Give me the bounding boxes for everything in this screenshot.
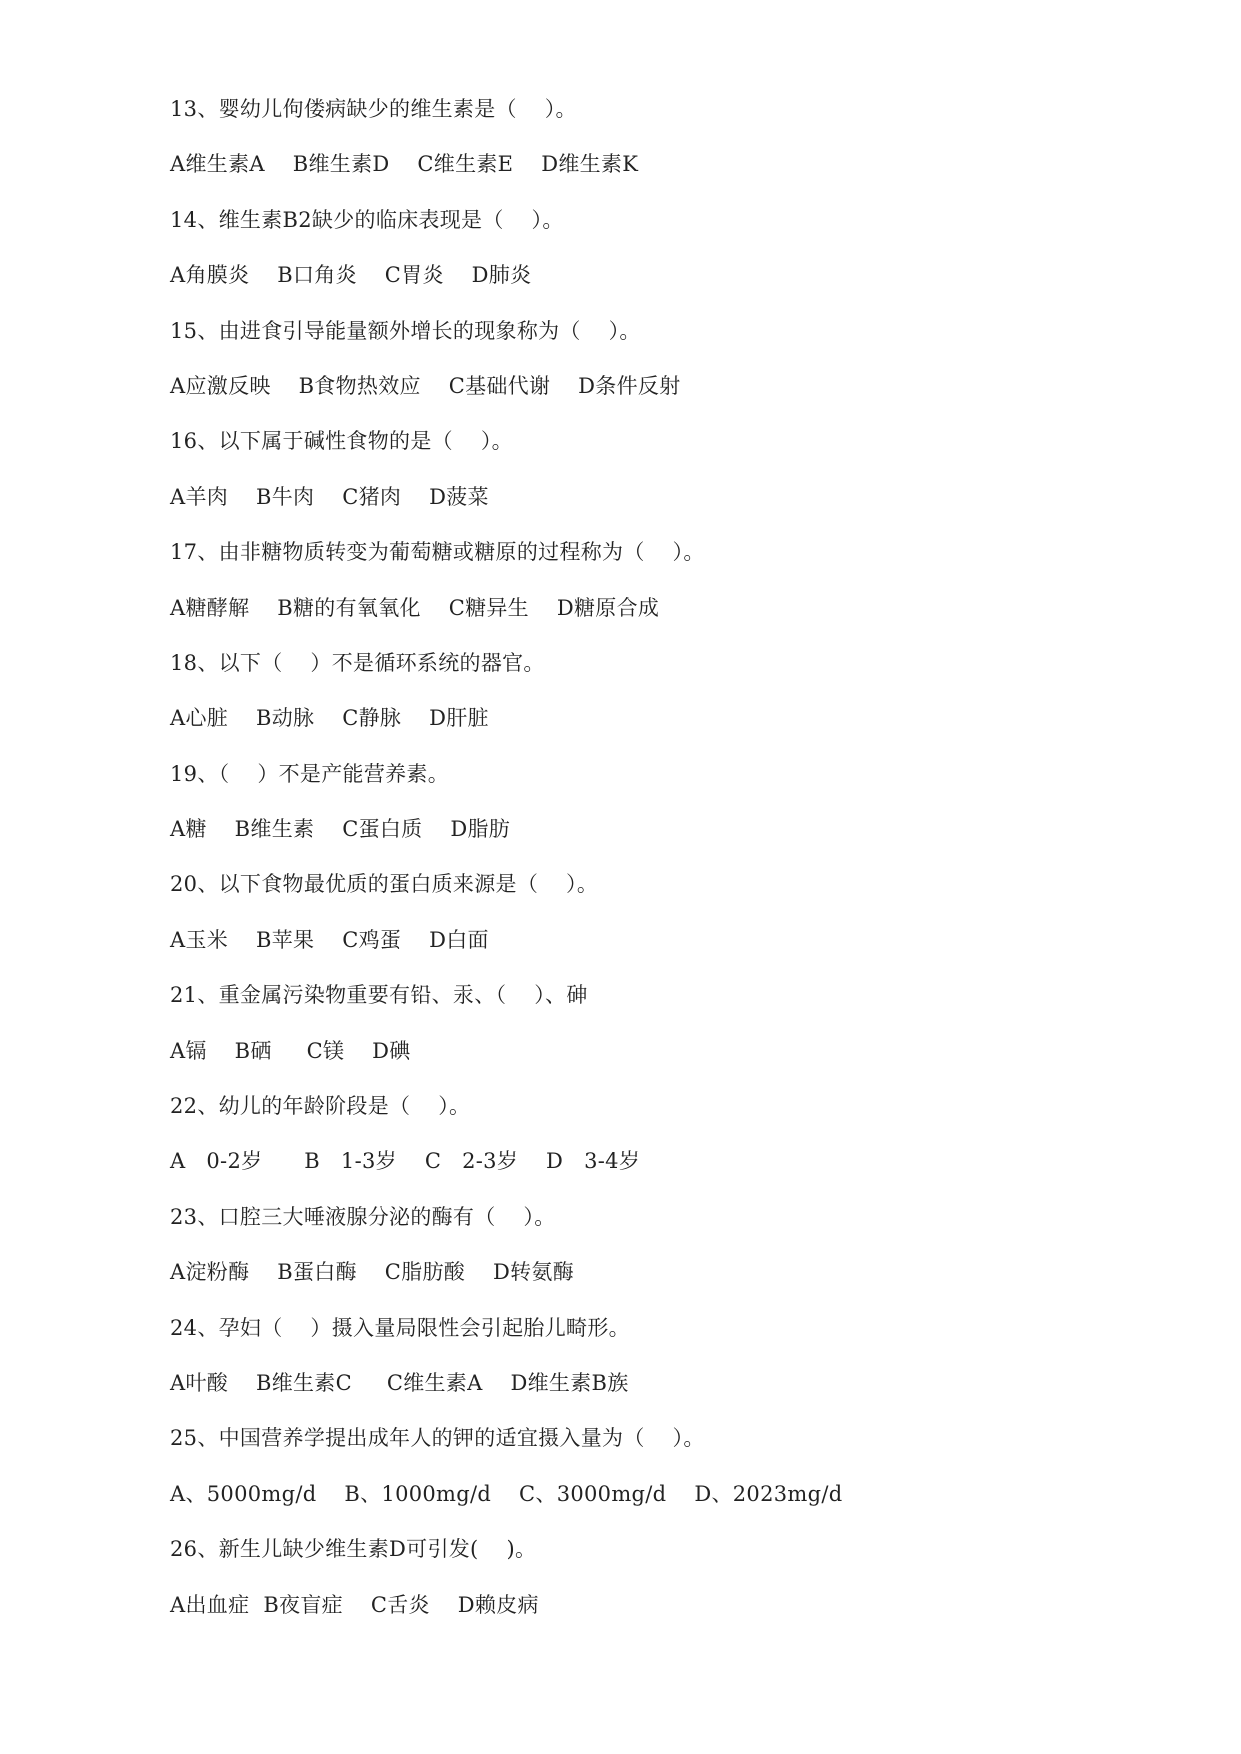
question-20-options: A玉米 B苹果 C鸡蛋 D白面 [170, 927, 489, 952]
question-25-options: A、5000mg/d B、1000mg/d C、3000mg/d D、2023mg/d [170, 1481, 843, 1506]
question-24-stem: 24、孕妇（ ）摄入量局限性会引起胎儿畸形。 [170, 1315, 630, 1340]
question-21-options: A镉 B硒 C镁 D碘 [170, 1038, 411, 1063]
question-13-options: A维生素A B维生素D C维生素E D维生素K [170, 152, 639, 177]
question-17-options: A糖酵解 B糖的有氧氧化 C糖异生 D糖原合成 [170, 595, 660, 620]
question-25-stem: 25、中国营养学提出成年人的钾的适宜摄入量为（ ）。 [170, 1426, 705, 1451]
question-18-options: A心脏 B动脉 C静脉 D肝脏 [170, 706, 489, 731]
question-17-stem: 17、由非糖物质转变为葡萄糖或糖原的过程称为（ ）。 [170, 540, 705, 565]
question-15-stem: 15、由进食引导能量额外增长的现象称为（ ）。 [170, 318, 641, 343]
question-19-options: A糖 B维生素 C蛋白质 D脂肪 [170, 817, 511, 842]
question-18-stem: 18、以下（ ）不是循环系统的器官。 [170, 650, 545, 675]
question-22-options: A 0-2岁 B 1-3岁 C 2-3岁 D 3-4岁 [170, 1149, 641, 1174]
question-23-options: A淀粉酶 B蛋白酶 C脂肪酸 D转氨酶 [170, 1260, 575, 1285]
question-13-stem: 13、婴幼儿佝偻病缺少的维生素是（ ）。 [170, 97, 577, 121]
question-26-stem: 26、新生儿缺少维生素D可引发( )。 [170, 1537, 537, 1562]
question-15-options: A应激反映 B食物热效应 C基础代谢 D条件反射 [170, 373, 681, 398]
question-14-options: A角膜炎 B口角炎 C胃炎 D肺炎 [170, 263, 532, 288]
question-16-stem: 16、以下属于碱性食物的是（ ）。 [170, 429, 513, 454]
question-24-options: A叶酸 B维生素C C维生素A D维生素B族 [170, 1370, 629, 1395]
exam-page [170, 94, 1170, 1645]
question-23-stem: 23、口腔三大唾液腺分泌的酶有（ ）。 [170, 1204, 556, 1229]
question-19-stem: 19、（ ）不是产能营养素。 [170, 761, 450, 786]
question-16-options: A羊肉 B牛肉 C猪肉 D菠菜 [170, 484, 489, 509]
question-14-stem: 14、维生素B2缺少的临床表现是（ ）。 [170, 207, 564, 232]
question-22-stem: 22、幼儿的年龄阶段是（ ）。 [170, 1094, 471, 1119]
question-20-stem: 20、以下食物最优质的蛋白质来源是（ ）。 [170, 872, 599, 897]
question-21-stem: 21、重金属污染物重要有铅、汞、（ ）、砷 [170, 983, 588, 1008]
question-26-options: A出血症 B夜盲症 C舌炎 D赖皮病 [170, 1592, 539, 1617]
